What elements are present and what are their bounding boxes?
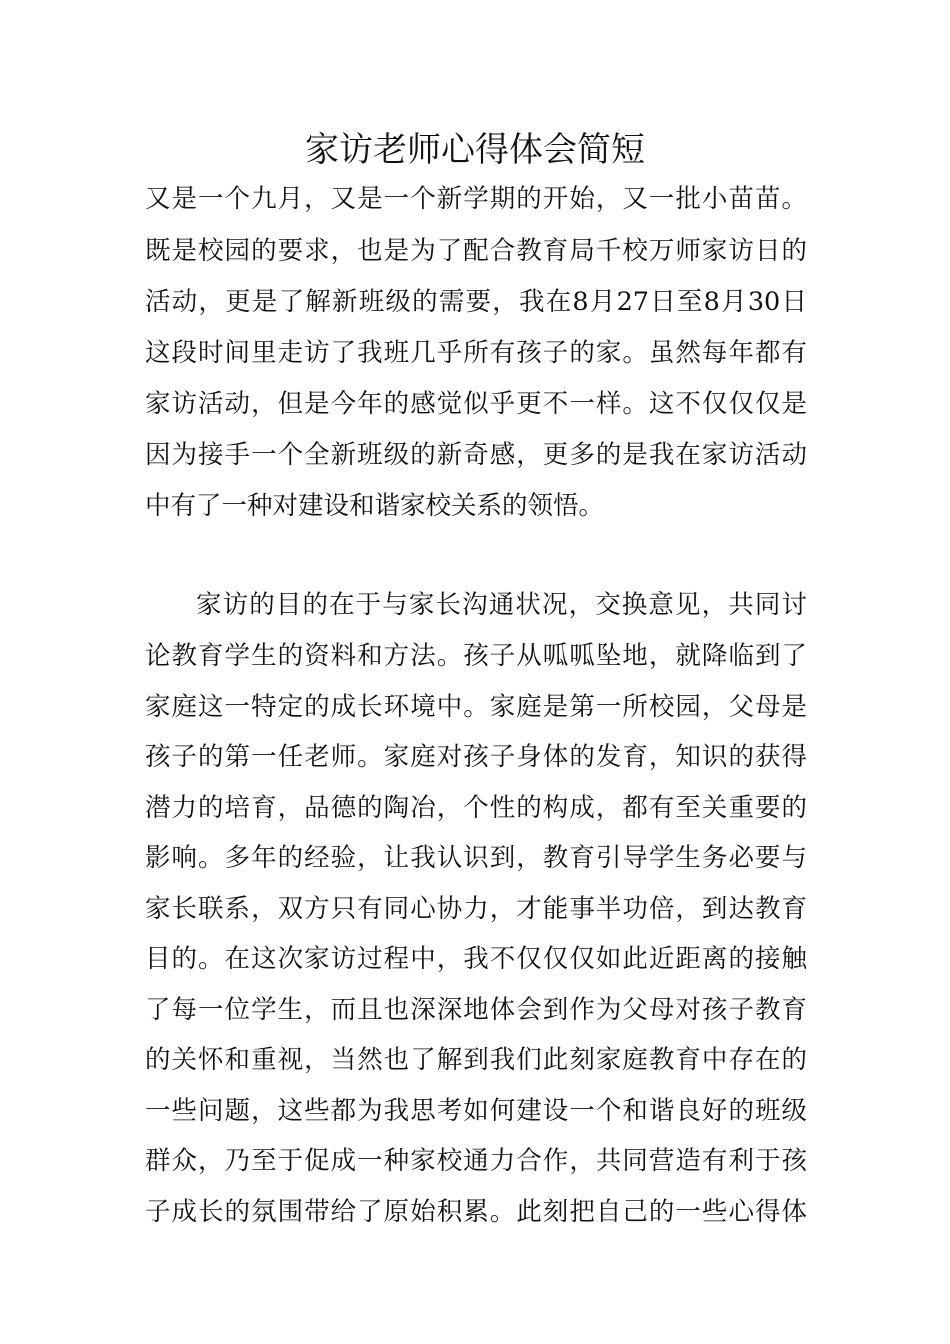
paragraph-2-line-4: 孩子的第一任老师。家庭对孩子身体的发育，知识的获得 — [145, 742, 807, 772]
paragraph-1-line-7: 中有了一种对建设和谐家校关系的领悟。 — [145, 491, 605, 521]
paragraph-2-line-1: 家访的目的在于与家长沟通状况，交换意见，共同讨 — [196, 590, 807, 620]
paragraph-2-line-7: 家长联系，双方只有同心协力，才能事半功倍，到达教育 — [145, 894, 807, 924]
paragraph-1-line-2: 既是校园的要求，也是为了配合教育局千校万师家访日的 — [145, 236, 807, 266]
paragraph-2-line-11: 一些问题，这些都为我思考如何建设一个和谐良好的班级 — [145, 1096, 807, 1126]
paragraph-2-line-13: 子成长的氛围带给了原始积累。此刻把自己的一些心得体 — [145, 1197, 807, 1227]
paragraph-2-line-9: 了每一位学生，而且也深深地体会到作为父母对孩子教育 — [145, 995, 807, 1025]
paragraph-2-line-2: 论教育学生的资料和方法。孩子从呱呱坠地，就降临到了 — [145, 641, 807, 671]
paragraph-2-line-5: 潜力的培育，品德的陶冶，个性的构成，都有至关重要的 — [145, 793, 807, 823]
paragraph-2-line-12: 群众，乃至于促成一种家校通力合作，共同营造有利于孩 — [145, 1146, 807, 1176]
paragraph-2-line-10: 的关怀和重视，当然也了解到我们此刻家庭教育中存在的 — [145, 1045, 807, 1075]
paragraph-1-line-5: 家访活动，但是今年的感觉似乎更不一样。这不仅仅仅是 — [145, 389, 807, 419]
document-title: 家访老师心得体会简短 — [305, 130, 645, 170]
paragraph-2-line-6: 影响。多年的经验，让我认识到，教育引导学生务必要与 — [145, 843, 807, 873]
paragraph-1-line-1: 又是一个九月，又是一个新学期的开始，又一批小苗苗。 — [145, 184, 807, 214]
paragraph-1-line-6: 因为接手一个全新班级的新奇感，更多的是我在家访活动 — [145, 440, 807, 470]
paragraph-2-line-3: 家庭这一特定的成长环境中。家庭是第一所校园，父母是 — [145, 692, 807, 722]
paragraph-1-line-3: 活动，更是了解新班级的需要，我在8月27日至8月30日 — [145, 287, 807, 317]
paragraph-1-line-4: 这段时间里走访了我班几乎所有孩子的家。虽然每年都有 — [145, 338, 807, 368]
paragraph-2-line-8: 目的。在这次家访过程中，我不仅仅仅如此近距离的接触 — [145, 944, 807, 974]
